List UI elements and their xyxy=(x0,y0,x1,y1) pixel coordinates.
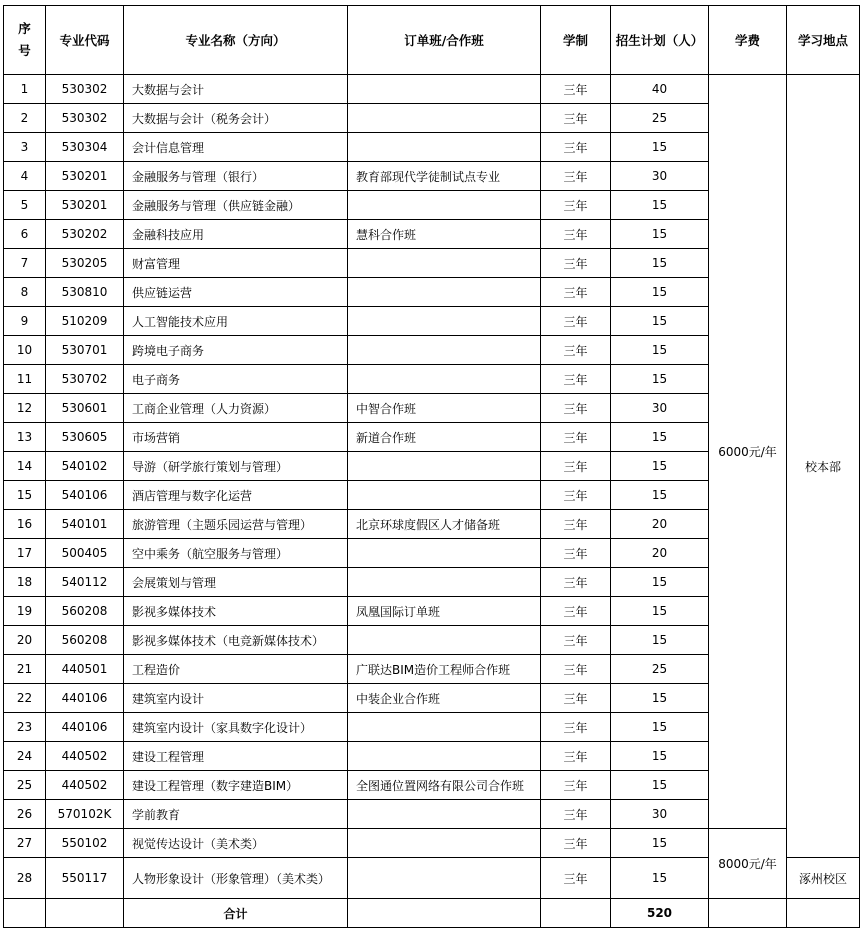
row-name: 供应链运营 xyxy=(124,278,348,307)
row-name: 视觉传达设计（美术类） xyxy=(124,829,348,858)
row-class: 中智合作班 xyxy=(348,394,541,423)
row-name: 建筑室内设计 xyxy=(124,684,348,713)
row-seq: 9 xyxy=(4,307,46,336)
row-seq: 23 xyxy=(4,713,46,742)
row-duration: 三年 xyxy=(541,278,611,307)
row-plan: 15 xyxy=(611,365,709,394)
row-code: 530304 xyxy=(46,133,124,162)
row-plan: 15 xyxy=(611,684,709,713)
row-name: 人物形象设计（形象管理）（美术类） xyxy=(124,858,348,899)
row-plan: 15 xyxy=(611,278,709,307)
row-code: 540112 xyxy=(46,568,124,597)
row-plan: 15 xyxy=(611,771,709,800)
row-duration: 三年 xyxy=(541,133,611,162)
row-plan: 15 xyxy=(611,742,709,771)
location-cell-main: 校本部 xyxy=(787,75,860,858)
row-plan: 30 xyxy=(611,162,709,191)
row-code: 530605 xyxy=(46,423,124,452)
row-plan: 15 xyxy=(611,133,709,162)
header-seq: 序 号 xyxy=(4,6,46,75)
table-row xyxy=(4,829,860,858)
row-name: 财富管理 xyxy=(124,249,348,278)
row-code: 440502 xyxy=(46,742,124,771)
row-name: 建设工程管理（数字建造BIM） xyxy=(124,771,348,800)
enrollment-plan-table xyxy=(3,5,860,928)
header-location: 学习地点 xyxy=(787,6,860,75)
total-label: 合计 xyxy=(124,899,348,928)
row-class: 新道合作班 xyxy=(348,423,541,452)
row-code: 540106 xyxy=(46,481,124,510)
row-name: 建筑室内设计（家具数字化设计） xyxy=(124,713,348,742)
row-duration: 三年 xyxy=(541,162,611,191)
row-code: 530302 xyxy=(46,104,124,133)
row-code: 440502 xyxy=(46,771,124,800)
row-plan: 15 xyxy=(611,307,709,336)
row-name: 人工智能技术应用 xyxy=(124,307,348,336)
row-name: 电子商务 xyxy=(124,365,348,394)
row-code: 530701 xyxy=(46,336,124,365)
row-name: 影视多媒体技术（电竞新媒体技术） xyxy=(124,626,348,655)
row-name: 酒店管理与数字化运营 xyxy=(124,481,348,510)
row-plan: 15 xyxy=(611,452,709,481)
row-class xyxy=(348,626,541,655)
row-plan: 15 xyxy=(611,249,709,278)
row-class xyxy=(348,568,541,597)
row-seq: 12 xyxy=(4,394,46,423)
row-duration: 三年 xyxy=(541,481,611,510)
row-plan: 15 xyxy=(611,423,709,452)
total-empty-2 xyxy=(46,899,124,928)
row-duration: 三年 xyxy=(541,75,611,104)
row-seq: 21 xyxy=(4,655,46,684)
row-plan: 15 xyxy=(611,191,709,220)
row-class: 教育部现代学徒制试点专业 xyxy=(348,162,541,191)
total-empty-3 xyxy=(348,899,541,928)
total-empty-4 xyxy=(541,899,611,928)
row-class xyxy=(348,278,541,307)
row-duration: 三年 xyxy=(541,684,611,713)
row-seq: 26 xyxy=(4,800,46,829)
row-name: 建设工程管理 xyxy=(124,742,348,771)
row-seq: 19 xyxy=(4,597,46,626)
row-seq: 11 xyxy=(4,365,46,394)
row-duration: 三年 xyxy=(541,249,611,278)
row-class: 慧科合作班 xyxy=(348,220,541,249)
row-duration: 三年 xyxy=(541,829,611,858)
total-empty-5 xyxy=(709,899,787,928)
location-cell-zhuozhou: 涿州校区 xyxy=(787,858,860,899)
header-name: 专业名称（方向） xyxy=(124,6,348,75)
row-class xyxy=(348,336,541,365)
row-name: 工程造价 xyxy=(124,655,348,684)
row-seq: 13 xyxy=(4,423,46,452)
row-seq: 10 xyxy=(4,336,46,365)
row-name: 会展策划与管理 xyxy=(124,568,348,597)
header-row xyxy=(4,6,860,75)
row-seq: 2 xyxy=(4,104,46,133)
row-duration: 三年 xyxy=(541,452,611,481)
row-code: 530201 xyxy=(46,191,124,220)
table-row xyxy=(4,75,860,104)
row-class xyxy=(348,104,541,133)
row-class xyxy=(348,800,541,829)
row-duration: 三年 xyxy=(541,568,611,597)
row-duration: 三年 xyxy=(541,800,611,829)
row-class: 中装企业合作班 xyxy=(348,684,541,713)
row-class: 全图通位置网络有限公司合作班 xyxy=(348,771,541,800)
row-code: 530810 xyxy=(46,278,124,307)
row-seq: 25 xyxy=(4,771,46,800)
row-code: 550117 xyxy=(46,858,124,899)
row-code: 440106 xyxy=(46,684,124,713)
row-code: 440501 xyxy=(46,655,124,684)
row-duration: 三年 xyxy=(541,713,611,742)
row-code: 540102 xyxy=(46,452,124,481)
row-code: 530702 xyxy=(46,365,124,394)
row-plan: 15 xyxy=(611,713,709,742)
header-fee: 学费 xyxy=(709,6,787,75)
row-plan: 20 xyxy=(611,510,709,539)
row-plan: 30 xyxy=(611,800,709,829)
row-duration: 三年 xyxy=(541,191,611,220)
row-name: 学前教育 xyxy=(124,800,348,829)
row-seq: 8 xyxy=(4,278,46,307)
row-name: 市场营销 xyxy=(124,423,348,452)
row-name: 影视多媒体技术 xyxy=(124,597,348,626)
row-class: 凤凰国际订单班 xyxy=(348,597,541,626)
row-seq: 16 xyxy=(4,510,46,539)
row-class xyxy=(348,539,541,568)
header-duration: 学制 xyxy=(541,6,611,75)
row-duration: 三年 xyxy=(541,104,611,133)
row-duration: 三年 xyxy=(541,771,611,800)
header-code: 专业代码 xyxy=(46,6,124,75)
row-name: 跨境电子商务 xyxy=(124,336,348,365)
row-class xyxy=(348,133,541,162)
row-plan: 40 xyxy=(611,75,709,104)
row-code: 530201 xyxy=(46,162,124,191)
row-code: 560208 xyxy=(46,597,124,626)
row-code: 560208 xyxy=(46,626,124,655)
total-empty-6 xyxy=(787,899,860,928)
row-class xyxy=(348,75,541,104)
row-class xyxy=(348,858,541,899)
row-duration: 三年 xyxy=(541,655,611,684)
row-seq: 15 xyxy=(4,481,46,510)
row-class xyxy=(348,307,541,336)
row-plan: 25 xyxy=(611,655,709,684)
row-code: 530302 xyxy=(46,75,124,104)
row-plan: 15 xyxy=(611,336,709,365)
row-class: 广联达BIM造价工程师合作班 xyxy=(348,655,541,684)
row-class xyxy=(348,713,541,742)
row-seq: 5 xyxy=(4,191,46,220)
row-name: 金融服务与管理（供应链金融） xyxy=(124,191,348,220)
row-duration: 三年 xyxy=(541,423,611,452)
row-class xyxy=(348,452,541,481)
row-code: 440106 xyxy=(46,713,124,742)
row-duration: 三年 xyxy=(541,597,611,626)
row-plan: 15 xyxy=(611,568,709,597)
row-plan: 15 xyxy=(611,626,709,655)
row-duration: 三年 xyxy=(541,365,611,394)
row-class xyxy=(348,191,541,220)
row-duration: 三年 xyxy=(541,394,611,423)
row-duration: 三年 xyxy=(541,307,611,336)
row-name: 金融服务与管理（银行） xyxy=(124,162,348,191)
total-row xyxy=(4,899,860,928)
row-class: 北京环球度假区人才储备班 xyxy=(348,510,541,539)
row-code: 530202 xyxy=(46,220,124,249)
row-code: 550102 xyxy=(46,829,124,858)
row-class xyxy=(348,249,541,278)
fee-cell-8000: 8000元/年 xyxy=(709,829,787,899)
row-code: 530601 xyxy=(46,394,124,423)
row-seq: 20 xyxy=(4,626,46,655)
row-seq: 14 xyxy=(4,452,46,481)
row-plan: 25 xyxy=(611,104,709,133)
row-plan: 20 xyxy=(611,539,709,568)
row-code: 540101 xyxy=(46,510,124,539)
row-duration: 三年 xyxy=(541,742,611,771)
row-plan: 15 xyxy=(611,597,709,626)
row-seq: 22 xyxy=(4,684,46,713)
row-name: 导游（研学旅行策划与管理） xyxy=(124,452,348,481)
row-seq: 4 xyxy=(4,162,46,191)
header-plan: 招生计划（人） xyxy=(611,6,709,75)
row-seq: 6 xyxy=(4,220,46,249)
fee-cell-6000: 6000元/年 xyxy=(709,75,787,829)
row-code: 570102K xyxy=(46,800,124,829)
row-duration: 三年 xyxy=(541,539,611,568)
row-seq: 28 xyxy=(4,858,46,899)
row-name: 空中乘务（航空服务与管理） xyxy=(124,539,348,568)
row-duration: 三年 xyxy=(541,220,611,249)
row-plan: 15 xyxy=(611,481,709,510)
row-plan: 15 xyxy=(611,220,709,249)
row-code: 530205 xyxy=(46,249,124,278)
row-name: 大数据与会计（税务会计） xyxy=(124,104,348,133)
row-seq: 17 xyxy=(4,539,46,568)
row-seq: 7 xyxy=(4,249,46,278)
row-duration: 三年 xyxy=(541,510,611,539)
row-class xyxy=(348,829,541,858)
row-seq: 1 xyxy=(4,75,46,104)
header-class: 订单班/合作班 xyxy=(348,6,541,75)
row-plan: 15 xyxy=(611,858,709,899)
total-empty-1 xyxy=(4,899,46,928)
row-duration: 三年 xyxy=(541,626,611,655)
row-duration: 三年 xyxy=(541,858,611,899)
row-seq: 27 xyxy=(4,829,46,858)
row-name: 旅游管理（主题乐园运营与管理） xyxy=(124,510,348,539)
row-plan: 15 xyxy=(611,829,709,858)
total-value: 520 xyxy=(611,899,709,928)
row-name: 会计信息管理 xyxy=(124,133,348,162)
row-class xyxy=(348,742,541,771)
row-name: 大数据与会计 xyxy=(124,75,348,104)
row-seq: 3 xyxy=(4,133,46,162)
row-code: 510209 xyxy=(46,307,124,336)
row-duration: 三年 xyxy=(541,336,611,365)
row-seq: 18 xyxy=(4,568,46,597)
row-class xyxy=(348,481,541,510)
row-seq: 24 xyxy=(4,742,46,771)
row-code: 500405 xyxy=(46,539,124,568)
row-class xyxy=(348,365,541,394)
row-name: 工商企业管理（人力资源） xyxy=(124,394,348,423)
row-plan: 30 xyxy=(611,394,709,423)
row-name: 金融科技应用 xyxy=(124,220,348,249)
